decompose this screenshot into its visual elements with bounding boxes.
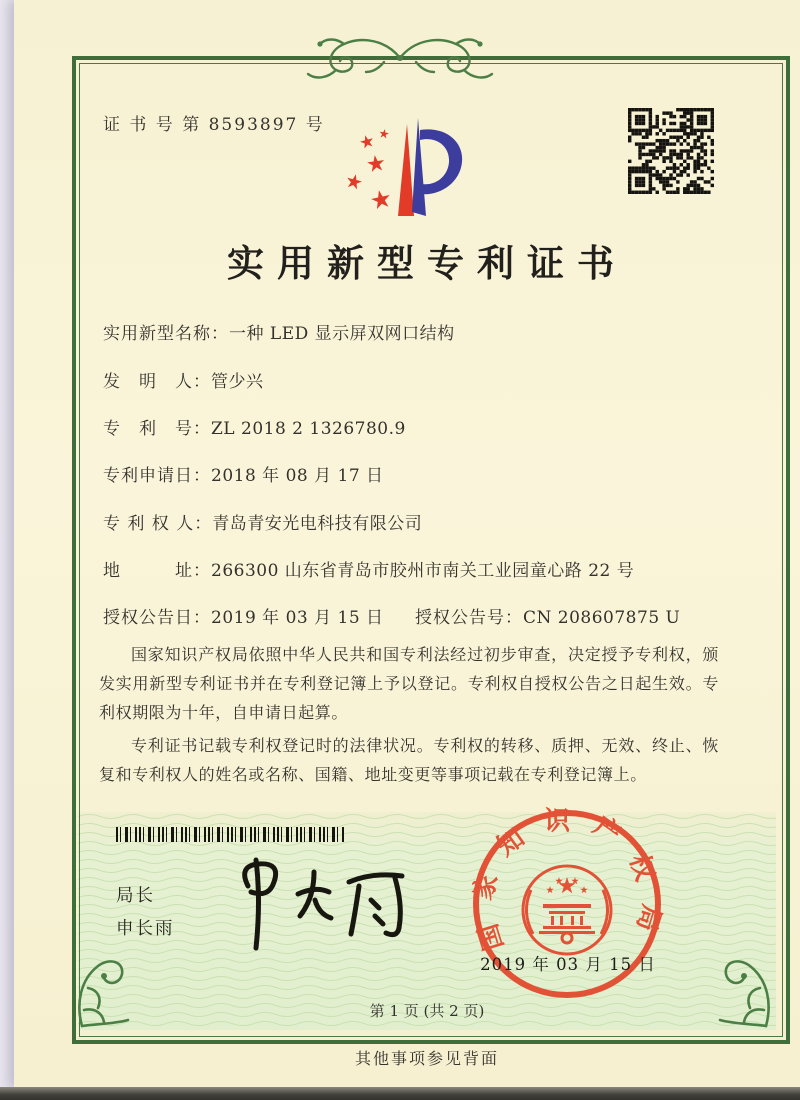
photo-shadow — [0, 1087, 800, 1100]
field-grant-row — [103, 606, 723, 630]
back-note: 其他事项参见背面 — [354, 1049, 499, 1068]
seal-date: 2019 年 03 月 15 日 — [480, 955, 656, 974]
grant-number-label: 授权公告号： — [415, 608, 523, 628]
qr-code-icon — [628, 108, 714, 194]
director-name: 申长雨 — [116, 919, 175, 939]
field-value: 一种 LED 显示屏双网口结构 — [229, 324, 455, 344]
dragon-ornament — [278, 28, 522, 86]
seal-text: 国家知识产权局 — [468, 806, 666, 954]
field-label: 专利申请日： — [103, 466, 211, 486]
grant-date-value: 2019 年 03 月 15 日 — [211, 608, 384, 628]
field-value: 管少兴 — [211, 372, 264, 392]
field-value: 青岛青安光电科技有限公司 — [212, 514, 423, 534]
legal-paragraph-1: 国家知识产权局依照中华人民共和国专利法经过初步审查，决定授予专利权，颁发实用新型专利证书并在专利登记簿上予以登记。专利权自授权公告之日起生效。专利权期限为十年，自申请日起算。 — [99, 645, 719, 722]
field-patent-number — [103, 417, 723, 441]
grant-date-label: 授权公告日： — [103, 608, 211, 628]
field-label: 地 址： — [103, 561, 211, 581]
field-name — [103, 322, 723, 346]
field-value: ZL 2018 2 1326780.9 — [211, 419, 406, 439]
legal-paragraph-2: 专利证书记载专利权登记时的法律状况。专利权的转移、质押、无效、终止、恢复和专利权人的姓名或名称、国籍、地址变更等事项记载在专利登记簿上。 — [99, 736, 719, 784]
field-label: 专 利 权 人： — [103, 514, 213, 534]
page-number: 第 1 页 (共 2 页) — [369, 1002, 485, 1020]
field-value: 2018 年 08 月 17 日 — [211, 466, 384, 486]
field-inventor — [103, 370, 723, 394]
grant-number-value: CN 208607875 U — [523, 608, 681, 628]
field-patentee — [103, 512, 723, 536]
field-address — [103, 559, 723, 583]
director-block — [116, 880, 175, 946]
certificate-title: 实用新型专利证书 — [227, 241, 627, 285]
field-filing-date — [103, 464, 723, 488]
director-signature-script — [218, 848, 430, 954]
director-title: 局长 — [116, 886, 155, 906]
field-label: 发 明 人： — [103, 372, 211, 392]
cnipa-logo-icon — [334, 104, 474, 222]
legal-text — [99, 640, 719, 793]
certificate-number: 证 书 号 第 8593897 号 — [103, 115, 325, 135]
national-emblem-icon — [523, 866, 611, 954]
field-label: 实用新型名称： — [103, 324, 229, 344]
field-label: 专 利 号： — [103, 419, 211, 439]
barcode-icon — [116, 827, 344, 842]
field-value: 266300 山东省青岛市胶州市南关工业园童心路 22 号 — [211, 561, 635, 581]
